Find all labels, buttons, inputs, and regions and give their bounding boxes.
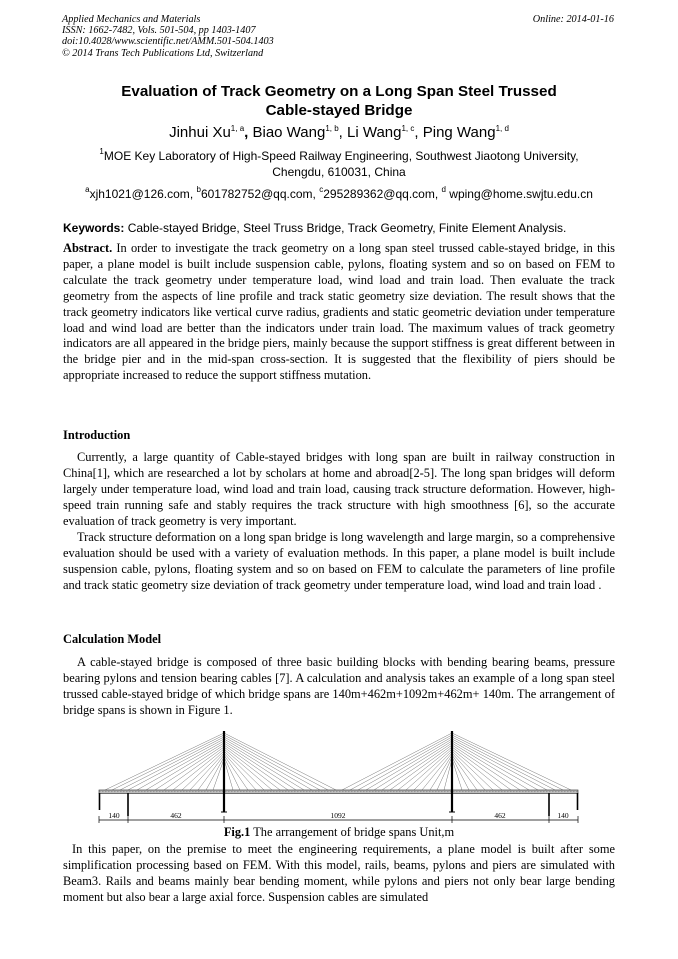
span-label: 462 (494, 811, 506, 820)
span-label: 1092 (330, 811, 346, 820)
email: $^d$ wping@home.swjtu.edu.cn (441, 185, 593, 201)
figure-1-caption (63, 825, 615, 840)
figure-label: Fig.1 (223, 825, 251, 839)
author: Ping Wang$^{1, d}$ (422, 124, 509, 141)
span-label: 462 (170, 811, 182, 820)
abstract-text: In order to investigate the track geometry on a long span steel trussed cable-stayed bridge, in this paper, a plane model is built include suspension cable, pylons, floating system and so on based on FEM to calculate the track geometry under temperature load, wind load and train load. Then evaluate the track geometry from the aspects of line profile and track static geometry size deviation. The result shows that the track geometry indicators like vertical curve radius, gradients and static geometric deviation under temperature load and wind load are better than the indicators under train load. The maximum values of track geometry indicators are all appeared in the bridge piers, mainly because the support stiffness is great different between in the bridge pier and in the mid-span cross-section. It is suggested that the flexibility of piers should be appropriate increased to reduce the support stiffness mutation. (63, 241, 615, 383)
email: $^c$295289362@qq.com, (319, 185, 442, 201)
email: $^a$xjh1021@126.com, (85, 185, 197, 201)
author: Biao Wang$^{1, b}$, (252, 124, 347, 141)
doi-line: doi:10.4028/www.scientific.net/AMM.501-504.1403 (62, 36, 274, 48)
keywords-label: Keywords: (63, 221, 125, 235)
author: Jinhui Xu$^{1, a}$, (169, 124, 253, 141)
bridge-deck (99, 790, 578, 794)
title-line-1: Evaluation of Track Geometry on a Long Span Steel Trussed (121, 83, 557, 100)
author-list (60, 124, 618, 142)
title-line-2: Cable-stayed Bridge (265, 102, 413, 119)
abstract (63, 241, 615, 384)
span-labels (108, 811, 569, 820)
journal-header (62, 14, 274, 59)
figure-caption-text: The arrangement of bridge spans Unit,m (250, 825, 455, 839)
online-date: Online: 2014-01-16 (532, 14, 614, 25)
email-list (60, 187, 618, 202)
span-label: 140 (108, 811, 120, 820)
paper-title (60, 82, 618, 120)
issn-line: ISSN: 1662-7482, Vols. 501-504, pp 1403-1407 (62, 25, 256, 37)
abstract-label: Abstract. (63, 241, 113, 255)
keywords-text: Cable-stayed Bridge, Steel Truss Bridge, Track Geometry, Finite Element Analysis. (124, 221, 567, 235)
intro-paragraph-2: Track structure deformation on a long span bridge is long wavelength and large margin, so a comprehensive evaluation should be used with a variety of evaluation methods. In this paper, a plane model is built include suspension cable, pylons, floating system and so on based on FEM to calculate the parameters of line profile and track static geometry size deviation of track geometry under temperature load, wind load and train load . (63, 530, 615, 592)
span-label: 140 (557, 811, 569, 820)
calc-paragraph-1: A cable-stayed bridge is composed of three basic building blocks with bending bearing beams, pressure bearing pylons and tension bearing cables [7]. A calculation and analysis takes an example of a long span steel trussed cable-stayed bridge of which bridge spans are 140m+462m+1092m+462m+ 140m. The arrangement of bridge spans is shown in Figure 1. (63, 655, 615, 717)
journal-name: Applied Mechanics and Materials (62, 14, 201, 25)
affiliation: $^1$MOE Key Laboratory of High-Speed Railway Engineering, Southwest Jiaotong University, Chengdu, 610031, China (99, 147, 579, 179)
calc-paragraph-2: In this paper, on the premise to meet the engineering requirements, a plane model is built after some simplification processing based on FEM. With this model, rails, beams, pylons and piers are simulated with Beam3. Rails and beams mainly bear bending moment, while pylons and piers not only bear large bending moment but also bear a large axial force. Suspension cables are simulated (63, 842, 615, 904)
email: $^b$601782752@qq.com, (196, 185, 320, 201)
stay-cables-right-pylon (342, 733, 571, 790)
section-heading-introduction: Introduction (63, 428, 131, 442)
author: Li Wang$^{1, c}$, (347, 124, 423, 141)
keywords (63, 221, 619, 236)
stay-cables-left-pylon (105, 733, 336, 790)
section-heading-calculation-model: Calculation Model (63, 632, 162, 646)
bridge-span-figure (95, 726, 583, 826)
copyright-line: © 2014 Trans Tech Publications Ltd, Switzerland (62, 47, 264, 59)
intro-paragraph-1: Currently, a large quantity of Cable-stayed bridges with long span are built in railway construction in China[1], which are researched a lot by scholars at home and abroad[2-5]. The long span bridges will deform largely under temperature load, wind load and train load, causing track structure deformation. However, high-speed train running safe and stably requires the track structure with high smoothness [6], so the accurate evaluation of track geometry is very important. (63, 450, 615, 528)
